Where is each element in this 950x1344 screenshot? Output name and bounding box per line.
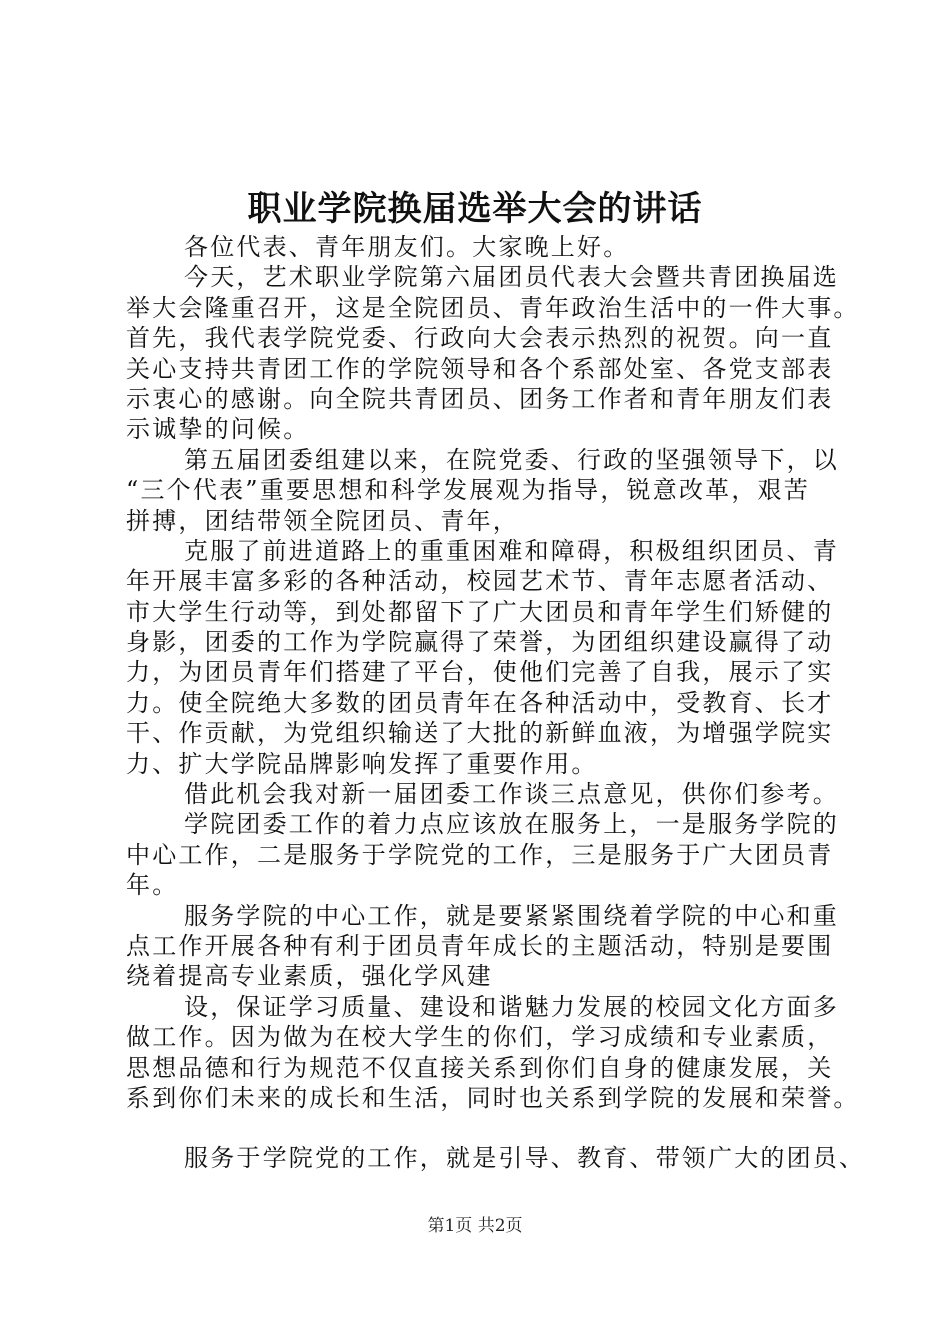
paragraph-line: 系到你们未来的成长和生活，同时也关系到学院的发展和荣誉。 <box>126 1083 860 1112</box>
paragraph-line: 身影，团委的工作为学院赢得了荣誉，为团组织建设赢得了动 <box>126 628 834 657</box>
paragraph-line: 拼搏，团结带领全院团员、青年， <box>126 506 519 535</box>
paragraph-line: 点工作开展各种有利于团员青年成长的主题活动，特别是要围 <box>126 931 834 960</box>
paragraph-line: 示诚挚的问候。 <box>126 415 310 444</box>
paragraph-line: 首先，我代表学院党委、行政向大会表示热烈的祝贺。向一直 <box>126 324 834 353</box>
paragraph-line: 服务于学院党的工作，就是引导、教育、带领广大的团员、 <box>184 1144 866 1173</box>
paragraph-line: 力、扩大学院品牌影响发挥了重要作用。 <box>126 749 598 778</box>
paragraph-line: 市大学生行动等，到处都留下了广大团员和青年学生们矫健的 <box>126 597 834 626</box>
paragraph-line: 设，保证学习质量、建设和谐魅力发展的校园文化方面多 <box>184 992 839 1021</box>
paragraph-line: 中心工作，二是服务于学院党的工作，三是服务于广大团员青 <box>126 840 834 869</box>
paragraph-line: 力，为团员青年们搭建了平台，使他们完善了自我，展示了实 <box>126 658 834 687</box>
paragraph-line: 学院团委工作的着力点应该放在服务上，一是服务学院的 <box>184 810 839 839</box>
document-body <box>126 232 866 1174</box>
paragraph-line: 第五届团委组建以来，在院党委、行政的坚强领导下，以 <box>184 445 839 474</box>
paragraph-line: 思想品德和行为规范不仅直接关系到你们自身的健康发展，关 <box>126 1053 834 1082</box>
paragraph-line: 借此机会我对新一届团委工作谈三点意见，供你们参考。 <box>184 780 839 809</box>
paragraph-line: 举大会隆重召开，这是全院团员、青年政治生活中的一件大事。 <box>126 293 860 322</box>
paragraph-line: 绕着提高专业素质，强化学风建 <box>126 962 493 991</box>
paragraph-line: 年开展丰富多彩的各种活动，校园艺术节、青年志愿者活动、 <box>126 567 834 596</box>
paragraph-line: 关心支持共青团工作的学院领导和各个系部处室、各党支部表 <box>126 354 834 383</box>
paragraph-line: 干、作贡献，为党组织输送了大批的新鲜血液，为增强学院实 <box>126 719 834 748</box>
paragraph-line: 年。 <box>126 871 179 900</box>
paragraph-line: 做工作。因为做为在校大学生的你们，学习成绩和专业素质， <box>126 1023 834 1052</box>
paragraph-line: 各位代表、青年朋友们。大家晚上好。 <box>184 233 630 261</box>
paragraph-line: 服务学院的中心工作，就是要紧紧围绕着学院的中心和重 <box>184 901 839 930</box>
paragraph-line: 今天，艺术职业学院第六届团员代表大会暨共青团换届选 <box>184 263 839 292</box>
paragraph-line: 示衷心的感谢。向全院共青团员、团务工作者和青年朋友们表 <box>126 384 834 413</box>
page-number-footer: 第1页 共2页 <box>427 1216 523 1236</box>
paragraph-line: 克服了前进道路上的重重困难和障碍，积极组织团员、青 <box>184 536 839 565</box>
paragraph-line: “三个代表”重要思想和科学发展观为指导，锐意改革，艰苦 <box>126 476 810 505</box>
paragraph-line: 力。使全院绝大多数的团员青年在各种活动中，受教育、长才 <box>126 688 834 717</box>
document-title: 职业学院换届选举大会的讲话 <box>247 189 703 229</box>
